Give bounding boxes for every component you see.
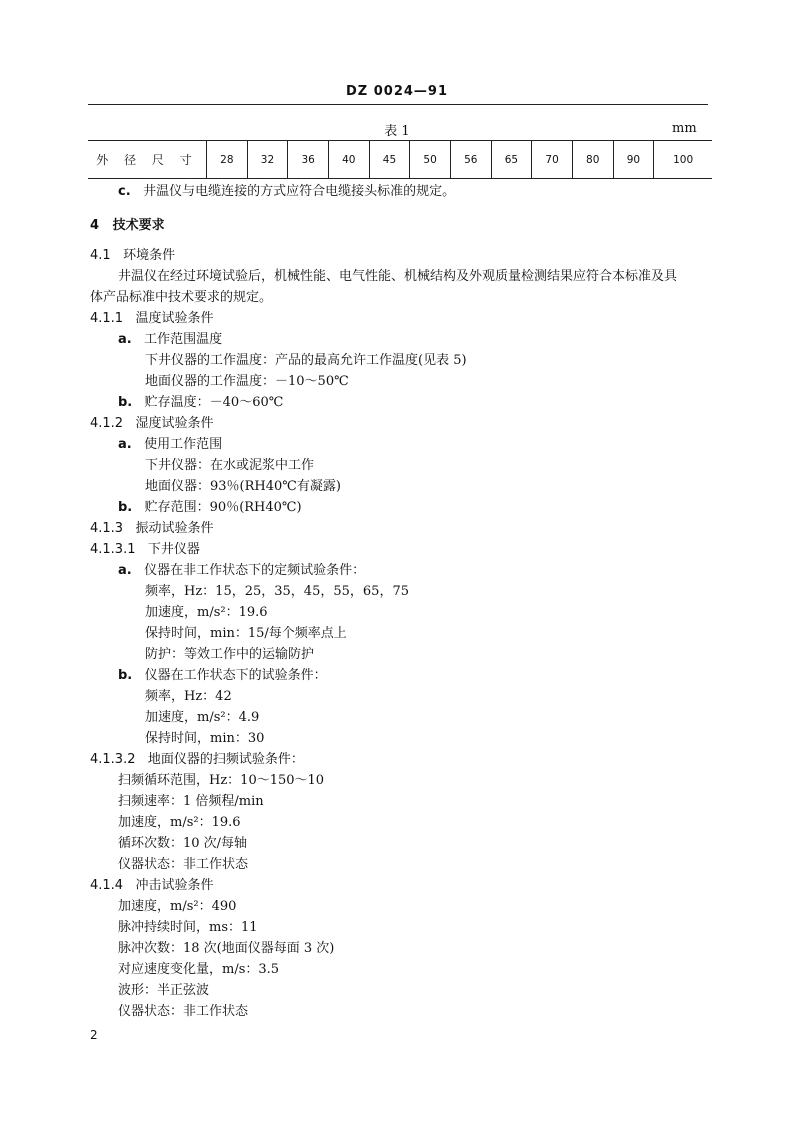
paragraph-line: 脉冲持续时间，ms：11 bbox=[118, 920, 258, 935]
paragraph-line: 循环次数：10 次/每轴 bbox=[118, 836, 248, 851]
table-cell: 100 bbox=[654, 141, 712, 179]
item-text: 贮存温度：－40～60℃ bbox=[144, 395, 284, 410]
page-number: 2 bbox=[90, 1028, 98, 1042]
section-number: 4.1.2 bbox=[90, 416, 124, 431]
section-title: 振动试验条件 bbox=[135, 521, 214, 536]
item-text: 井温仪与电缆连接的方式应符合电缆接头标准的规定。 bbox=[143, 184, 456, 199]
paragraph-line: 仪器状态：非工作状态 bbox=[118, 1004, 249, 1019]
table-unit: mm bbox=[672, 121, 697, 136]
table-cell: 40 bbox=[328, 141, 369, 179]
table-cell: 80 bbox=[572, 141, 613, 179]
paragraph-line: 体产品标准中技术要求的规定。 bbox=[90, 290, 273, 305]
table-row bbox=[88, 141, 712, 179]
section-number: 4.1.3.1 bbox=[90, 542, 136, 557]
table-cell: 28 bbox=[207, 141, 248, 179]
paragraph-line: 扫频循环范围，Hz：10～150～10 bbox=[118, 773, 325, 788]
list-item bbox=[118, 667, 327, 685]
item-text: 仪器在工作状态下的试验条件： bbox=[144, 668, 327, 683]
table-cell: 90 bbox=[613, 141, 654, 179]
section-number: 4.1.4 bbox=[90, 878, 124, 893]
item-number: a. bbox=[118, 563, 132, 578]
item-text: 仪器在非工作状态下的定频试验条件： bbox=[144, 563, 366, 578]
paragraph-line: 下井仪器：在水或泥浆中工作 bbox=[145, 458, 315, 473]
outer-diameter-table bbox=[88, 140, 712, 179]
section-heading bbox=[90, 217, 165, 235]
paragraph-line: 加速度，m/s²：19.6 bbox=[145, 605, 268, 620]
table-cell: 45 bbox=[369, 141, 410, 179]
paragraph-line: 保持时间，min：30 bbox=[145, 731, 265, 746]
paragraph-line: 地面仪器的工作温度：－10～50℃ bbox=[145, 374, 349, 389]
paragraph-line: 防护：等效工作中的运输防护 bbox=[145, 647, 315, 662]
subsection-heading bbox=[90, 751, 304, 769]
subsection-heading bbox=[90, 520, 214, 538]
list-item bbox=[118, 499, 302, 517]
section-title: 温度试验条件 bbox=[135, 311, 214, 326]
item-text: 贮存范围：90％(RH40℃) bbox=[144, 500, 302, 515]
section-number: 4.1 bbox=[90, 248, 111, 263]
paragraph-line: 保持时间，min：15/每个频率点上 bbox=[145, 626, 347, 641]
document-header bbox=[0, 84, 794, 99]
table-caption: 表 1 bbox=[384, 124, 410, 139]
section-title: 湿度试验条件 bbox=[135, 416, 214, 431]
list-item bbox=[118, 436, 222, 454]
paragraph-line: 下井仪器的工作温度：产品的最高允许工作温度(见表 5) bbox=[145, 353, 467, 368]
item-number: a. bbox=[118, 437, 132, 452]
subsection-heading bbox=[90, 310, 214, 328]
section-title: 冲击试验条件 bbox=[135, 878, 214, 893]
paragraph-line: 加速度，m/s²：490 bbox=[118, 899, 237, 914]
paragraph-line: 扫频速率：1 倍频程/min bbox=[118, 794, 264, 809]
subsection-heading bbox=[90, 877, 214, 895]
section-number: 4 bbox=[90, 218, 100, 233]
section-title: 环境条件 bbox=[123, 248, 176, 263]
subsection-heading bbox=[90, 541, 200, 559]
standard-code: DZ 0024—91 bbox=[345, 84, 448, 99]
section-number: 4.1.1 bbox=[90, 311, 124, 326]
paragraph-line: 频率，Hz：42 bbox=[145, 689, 232, 704]
table-cell: 36 bbox=[288, 141, 329, 179]
paragraph-line: 井温仪在经过环境试验后，机械性能、电气性能、机械结构及外观质量检测结果应符合本标准及具 bbox=[118, 269, 678, 284]
list-item bbox=[118, 183, 455, 201]
table-cell: 50 bbox=[410, 141, 451, 179]
list-item bbox=[118, 394, 283, 412]
paragraph-line: 波形：半正弦波 bbox=[118, 983, 210, 998]
section-number: 4.1.3.2 bbox=[90, 752, 136, 767]
paragraph-line: 加速度，m/s²：4.9 bbox=[145, 710, 260, 725]
subsection-heading bbox=[90, 415, 214, 433]
list-item bbox=[118, 562, 365, 580]
item-number: b. bbox=[118, 500, 133, 515]
item-text: 工作范围温度 bbox=[144, 332, 223, 347]
paragraph-line: 频率，Hz：15，25，35，45，55，65，75 bbox=[145, 584, 409, 599]
table-cell: 56 bbox=[450, 141, 491, 179]
item-number: b. bbox=[118, 668, 133, 683]
item-text: 使用工作范围 bbox=[144, 437, 223, 452]
item-number: b. bbox=[118, 395, 133, 410]
section-title: 地面仪器的扫频试验条件： bbox=[147, 752, 304, 767]
paragraph-line: 脉冲次数：18 次(地面仪器每面 3 次) bbox=[118, 941, 335, 956]
table-row-label: 外 径 尺 寸 bbox=[96, 153, 198, 167]
item-number: a. bbox=[118, 332, 132, 347]
section-number: 4.1.3 bbox=[90, 521, 124, 536]
table-cell: 32 bbox=[247, 141, 288, 179]
subsection-heading bbox=[90, 247, 175, 265]
item-number: c. bbox=[118, 184, 131, 199]
header-rule bbox=[88, 104, 708, 105]
paragraph-line: 地面仪器：93％(RH40℃有凝露) bbox=[145, 479, 341, 494]
section-title: 技术要求 bbox=[112, 218, 165, 233]
paragraph-line: 仪器状态：非工作状态 bbox=[118, 857, 249, 872]
paragraph-line: 加速度，m/s²：19.6 bbox=[118, 815, 241, 830]
section-title: 下井仪器 bbox=[147, 542, 200, 557]
list-item bbox=[118, 331, 222, 349]
table-cell: 65 bbox=[491, 141, 532, 179]
paragraph-line: 对应速度变化量，m/s：3.5 bbox=[118, 962, 280, 977]
table-cell: 70 bbox=[532, 141, 573, 179]
